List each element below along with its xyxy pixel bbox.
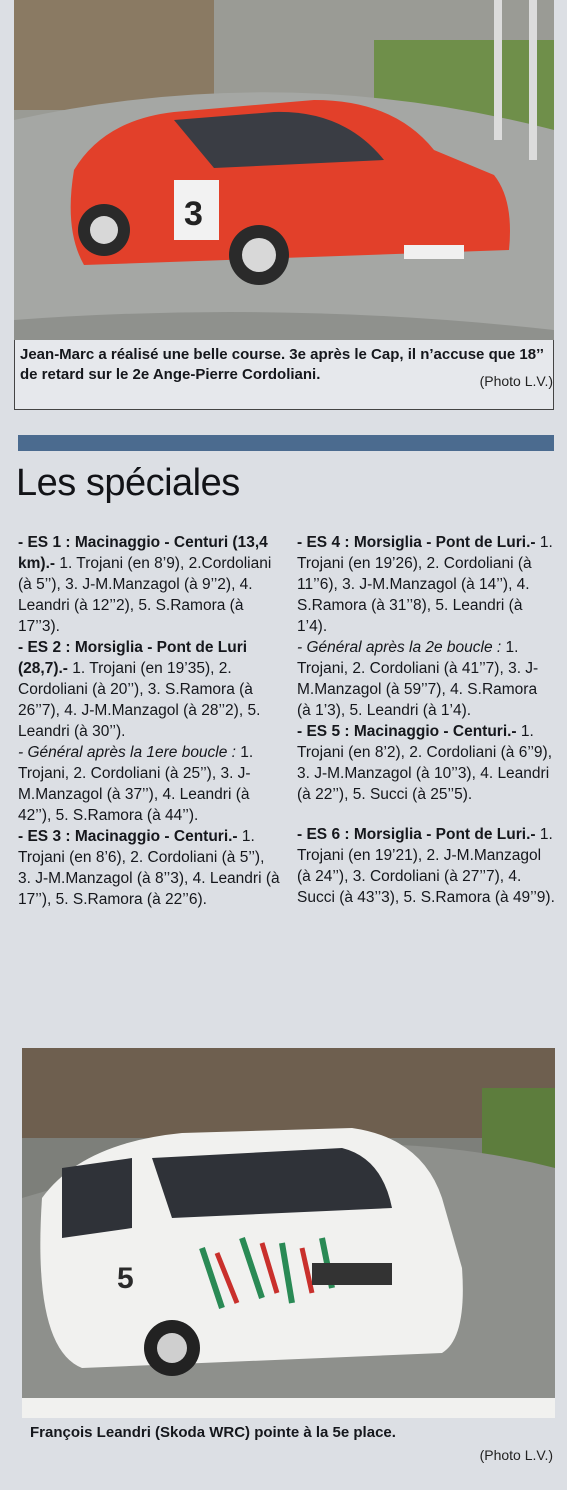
section-divider-bar <box>18 435 554 451</box>
stage-es1 <box>18 532 280 637</box>
stage-results: 1. Trojani (en 8’6), 2. Cordoliani (à 5’’), 3. J-M.Manzagol (à 8’’3), 4. Leandri (à 17’’), 5. S.Ramora (à 22’’6). <box>18 828 280 908</box>
stage-es3 <box>18 826 280 910</box>
renault-rally-car-image <box>14 0 554 340</box>
general-classification-2 <box>297 637 555 721</box>
stage-label: - ES 2 : Morsiglia - Pont de Luri (28,7).- <box>18 639 248 677</box>
rally-photo-skoda <box>22 1048 555 1418</box>
stage-label: - ES 4 : Morsiglia - Pont de Luri.- <box>297 534 536 551</box>
stage-label: - ES 3 : Macinaggio - Centuri.- <box>18 828 238 845</box>
results-column-right <box>297 532 555 908</box>
stage-results: 1. Trojani (en 8’9), 2.Cordoliani (à 5’’), 3. J-M.Manzagol (à 9’’2), 4. Leandri (à 12’’2), 5. S.Ramora (à 17’’3). <box>18 555 272 635</box>
section-heading: Les spéciales <box>16 462 240 504</box>
photo-caption-2: François Leandri (Skoda WRC) pointe à la 5e place. <box>30 1424 396 1441</box>
stage-results: 1. Trojani (en 19’21), 2. J-M.Manzagol (à 24’’), 3. Cordoliani (à 27’’7), 4. Succi (à 43’’3), 5. S.Ramora (à 49’’9). <box>297 826 555 906</box>
stage-es4 <box>297 532 555 637</box>
stage-label: - ES 1 : Macinaggio - Centuri (13,4 km).- <box>18 534 268 572</box>
rally-photo-renault <box>14 0 554 340</box>
svg-text:3: 3 <box>184 195 203 233</box>
stage-label: - ES 6 : Morsiglia - Pont de Luri.- <box>297 826 536 843</box>
stage-es5 <box>297 721 555 805</box>
stage-label: - ES 5 : Macinaggio - Centuri.- <box>297 723 517 740</box>
svg-text:5: 5 <box>117 1262 134 1295</box>
photo-credit-1: (Photo L.V.) <box>479 373 553 389</box>
results-column-left <box>18 532 280 910</box>
stage-results: 1. Trojani (en 19’35), 2. Cordoliani (à 20’’), 3. S.Ramora (à 26’’7), 4. J-M.Manzagol (à 28’’2), 5. Leandri (à 30’’). <box>18 660 261 740</box>
skoda-rally-car-image <box>22 1048 555 1418</box>
general-label: - Général après la 2e boucle : <box>297 639 502 656</box>
general-label: - Général après la 1ere boucle : <box>18 744 236 761</box>
spacer <box>297 805 555 824</box>
stage-es6 <box>297 824 555 908</box>
general-results: 1. Trojani, 2. Cordoliani (à 41’’7), 3. J-M.Manzagol (à 59’’7), 4. S.Ramora (à 1’3), 5. Leandri (à 1’4). <box>297 639 539 719</box>
stage-results: 1. Trojani (en 19’26), 2. Cordoliani (à 11’’6), 3. J-M.Manzagol (à 14’’), 4. S.Ramora (à 31’’8), 5. Leandri (à 1’4). <box>297 534 553 635</box>
stage-results: 1. Trojani (en 8’2), 2. Cordoliani (à 6’’9), 3. J-M.Manzagol (à 10’’3), 4. Leandri (à 22’’), 5. Succi (à 25’’5). <box>297 723 553 803</box>
photo-caption-1: Jean-Marc a réalisé une belle course. 3e après le Cap, il n’accuse que 18’’ de retard sur le 2e Ange-Pierre Cordoliani. <box>20 346 544 383</box>
stage-es2 <box>18 637 280 742</box>
general-results: 1. Trojani, 2. Cordoliani (à 25’’), 3. J-M.Manzagol (à 37’’), 4. Leandri (à 42’’), 5. S.Ramora (à 44’’). <box>18 744 254 824</box>
photo-credit-2: (Photo L.V.) <box>479 1447 553 1463</box>
general-classification-1 <box>18 742 280 826</box>
